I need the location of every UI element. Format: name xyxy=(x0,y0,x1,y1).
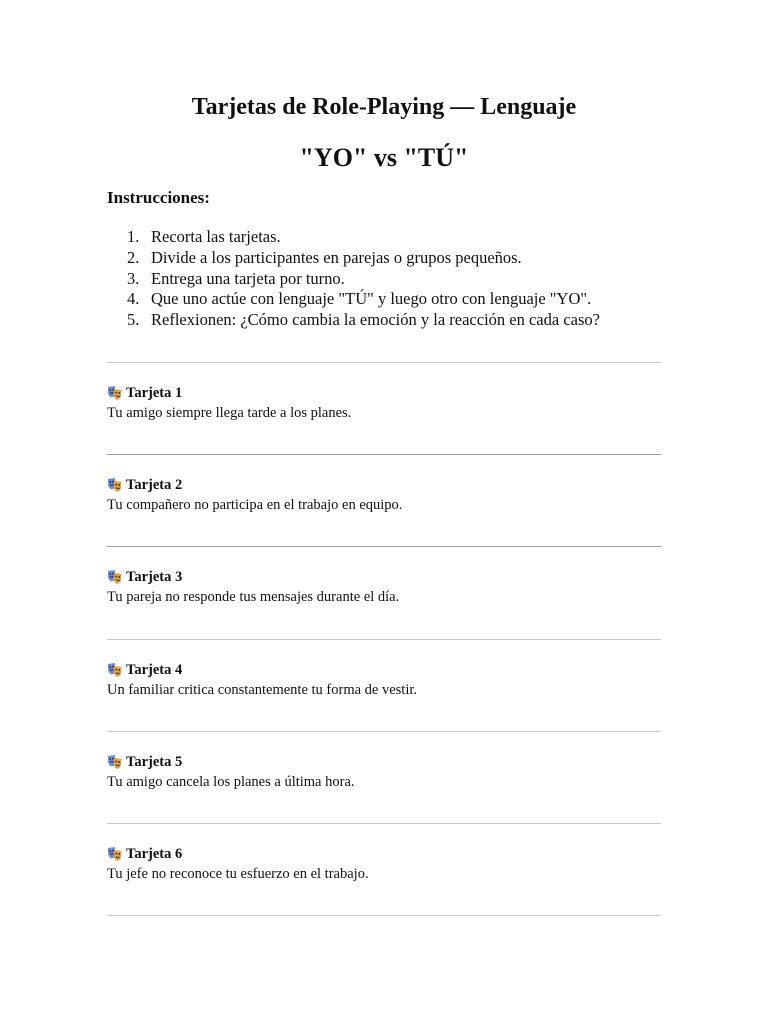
card-header xyxy=(107,568,661,586)
theater-masks-icon xyxy=(107,754,123,770)
card-header xyxy=(107,753,661,771)
card-title: Tarjeta 4 xyxy=(126,662,183,678)
divider xyxy=(107,454,661,455)
instruction-item xyxy=(107,269,600,290)
card-text: Tu amigo siempre llega tarde a los planes. xyxy=(107,405,352,421)
page-subtitle: "YO" vs "TÚ" xyxy=(299,143,469,172)
instruction-text: Divide a los participantes en parejas o grupos pequeños. xyxy=(151,247,522,267)
divider xyxy=(107,731,661,732)
theater-masks-icon xyxy=(107,569,123,585)
instruction-number: 1. xyxy=(127,227,140,246)
instruction-item xyxy=(107,248,600,269)
theater-masks-icon xyxy=(107,846,123,862)
card-3 xyxy=(107,568,661,606)
instruction-item xyxy=(107,310,600,331)
instruction-item xyxy=(107,227,600,248)
card-title: Tarjeta 1 xyxy=(126,385,183,401)
card-header xyxy=(107,476,661,494)
instruction-number: 5. xyxy=(127,310,140,330)
card-2 xyxy=(107,476,661,514)
card-header xyxy=(107,384,661,402)
theater-masks-icon xyxy=(107,477,123,493)
card-6 xyxy=(107,845,661,883)
divider xyxy=(107,639,661,640)
divider xyxy=(107,915,661,916)
theater-masks-icon xyxy=(107,662,123,678)
card-1 xyxy=(107,384,661,422)
instruction-text: Recorta las tarjetas. xyxy=(151,227,281,246)
card-text: Un familiar critica constantemente tu forma de vestir. xyxy=(107,682,418,698)
card-title: Tarjeta 2 xyxy=(126,477,183,493)
instruction-text: Que uno actúe con lenguaje "TÚ" y luego otro con lenguaje "YO". xyxy=(151,289,592,309)
instruction-item xyxy=(107,289,600,310)
instruction-text: Reflexionen: ¿Cómo cambia la emoción y la reacción en cada caso? xyxy=(151,310,600,330)
card-title: Tarjeta 6 xyxy=(126,846,183,862)
card-title: Tarjeta 3 xyxy=(126,569,183,585)
card-text: Tu compañero no participa en el trabajo en equipo. xyxy=(107,497,403,513)
divider xyxy=(107,823,661,824)
divider xyxy=(107,362,661,363)
card-header xyxy=(107,661,661,679)
instruction-number: 2. xyxy=(127,247,140,267)
card-5 xyxy=(107,753,661,791)
theater-masks-icon xyxy=(107,385,123,401)
instruction-number: 3. xyxy=(127,268,140,288)
card-text: Tu amigo cancela los planes a última hora. xyxy=(107,774,355,790)
card-text: Tu pareja no responde tus mensajes durante el día. xyxy=(107,589,400,605)
instructions-list xyxy=(107,227,600,331)
card-text: Tu jefe no reconoce tu esfuerzo en el trabajo. xyxy=(107,866,369,882)
divider xyxy=(107,546,661,547)
page-title: Tarjetas de Role-Playing — Lenguaje xyxy=(191,94,577,120)
instructions-heading: Instrucciones: xyxy=(107,188,210,207)
instruction-text: Entrega una tarjeta por turno. xyxy=(151,268,345,288)
card-4 xyxy=(107,661,661,699)
card-header xyxy=(107,845,661,863)
instruction-number: 4. xyxy=(127,289,140,309)
card-title: Tarjeta 5 xyxy=(126,754,183,770)
